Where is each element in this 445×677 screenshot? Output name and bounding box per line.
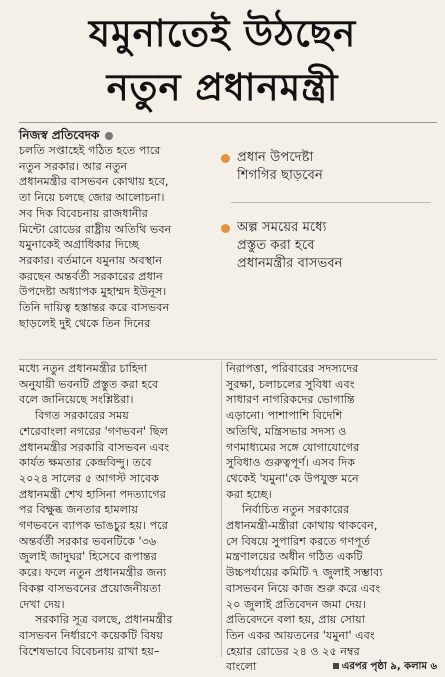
text-line: সুবিধাও গুরুত্বপূর্ণ। এসব দিক [226,456,356,470]
square-bullet-icon [333,663,339,669]
pullquote-line: প্রধানমন্ত্রীর বাসভবন [237,256,343,271]
text-line: বাসভবন নির্ধারণে কয়েকটি বিষয় [19,628,163,642]
article-column-right [226,361,437,675]
text-line: করে। ফলে নতুন প্রধানমন্ত্রীর জন্য [19,566,167,580]
text-line: সুরক্ষা, চলাচলের সুবিধা এবং [226,377,355,391]
text-line: নিরাপত্তা, পরিবারের সদস্যদের [226,362,359,375]
pullquote-box [221,139,437,339]
text-line: গণভবনে ব্যাপক ভাঙচুর হয়। পরে [19,519,168,533]
pullquote-1 [237,149,323,185]
text-line: বিশেষভাবে বিবেচনায় রাখা হয়– [19,644,160,658]
text-line: বাসভবন নিয়ে কাজ শুরু করে এবং [226,581,381,595]
text-line: যমুনাকেই অগ্রাধিকার দিচ্ছে [19,238,140,252]
byline [19,128,113,143]
text-line: তা নিয়ে চলছে জোর আলোচনা। [19,191,165,205]
text-line: বলে জানিয়েছে সংশ্লিষ্টরা। [19,393,134,407]
pullquote-line: প্রধান উপদেষ্টা [237,150,314,165]
text-line: করছেন অন্তর্বর্তী সরকারের প্রধান [19,269,163,283]
text-line: সরকারি সূত্র বলছে, প্রধানমন্ত্রীর [35,613,173,627]
text-line: সে বিষয়ে সুপারিশ করতে গণপূর্ত [226,534,370,548]
headline-line-1: যমুনাতেই উঠছেন [88,11,357,55]
text-line: থেকেই 'যমুনা'কে উপযুক্ত মনে [226,471,359,485]
text-line: সরকার। বর্তমানে যমুনায় অবস্থান [19,253,163,267]
pullquote-divider [231,202,431,203]
pullquote-bullet-icon [221,154,230,163]
text-line: উপদেষ্টা অধ্যাপক মুহাম্মদ ইউনূস। [19,285,167,299]
text-line: তিনি দায়িত্ব হস্তান্তর করে বাসভবন [19,301,170,315]
text-line: প্রধানমন্ত্রী শেখ হাসিনা পদত্যাগের [19,487,166,501]
byline-bullet-icon [105,132,113,140]
text-line: করা হচ্ছে। [226,487,272,501]
text-line: প্রধানমন্ত্রীর সরকারি বাসভবন এবং [19,440,170,454]
column-divider [221,361,222,657]
text-line: গণমাধ্যমের সঙ্গে যোগাযোগের [226,440,360,454]
text-line: ২০ জুলাই প্রতিবেদন জমা দেয়। [226,597,366,611]
pullquote-line: প্রস্তুত করা হবে [237,238,315,253]
text-line: তিন একর আয়তনের 'যমুনা' এবং [226,628,375,642]
text-line: চলতি সপ্তাহেই গঠিত হতে পারে [19,144,161,157]
headline-rule [19,122,437,123]
text-line: বাংলো এরপর পৃষ্ঠা ৯, কলাম ৬ [226,660,437,674]
text-line: কার্যত ক্ষমতার কেন্দ্রবিন্দু। তবে [19,456,152,470]
text-line: অতিথি, মন্ত্রিসভার সদস্য ও [226,424,347,438]
article-column-left [19,361,217,659]
text-line: এড়ানো। পাশাপাশি বিদেশি [226,409,343,423]
pullquote-line: শিগগির ছাড়বেন [237,168,323,183]
text-line: অনুযায়ী ভবনটি প্রস্তুত করা হবে [19,377,159,391]
text-line: দেখা দেয়। [19,597,65,611]
pullquote-2 [237,219,343,273]
text-line: ২০২৪ সালের ৫ আগস্ট সাবেক [19,471,159,485]
byline-text: নিজস্ব প্রতিবেদক [19,128,100,142]
text-line: বিকল্প বাসভবনের প্রয়োজনীয়তা [19,581,161,595]
section-divider [19,359,437,360]
text-line: নির্বাচিত নতুন সরকারের [242,503,350,517]
text-line: বিগত সরকারের সময় [35,409,129,423]
text-line: পর বিক্ষুব্ধ জনতার হামলায় [19,503,138,517]
text-line: উচ্চপর্যায়ের কমিটি ৭ জুলাই সম্ভাব্য [226,566,383,580]
text-line: অন্তর্বর্তী সরকার ভবনটিকে '৩৬ [19,534,157,548]
text-line: ছাড়লেই দুই থেকে তিন দিনের [19,316,151,330]
text-line: সব দিক বিবেচনায় রাজধানীর [19,206,148,220]
text-line: হেয়ার রোডের ২৪ ও ২৫ নম্বর [226,644,360,658]
continuation-note [333,659,437,675]
text-line: নতুন সরকার। আর নতুন [19,159,128,173]
article-column-top-left [19,143,217,331]
headline [0,0,445,122]
text-line: সাধারণ নাগরিকদের ভোগান্তি [226,393,355,407]
pullquote-line: অল্প সময়ের মধ্যে [237,220,327,235]
text-line: প্রধানমন্ত্রীর বাসভবন কোথায় হবে, [19,175,169,189]
text-line: শেরেবাংলা নগরের 'গণভবন' ছিল [19,424,168,438]
text-line: প্রধানমন্ত্রী-মন্ত্রীরা কোথায় থাকবেন, [226,519,378,533]
text-line: মন্ত্রণালয়ের অধীন গঠিত একটি [226,550,363,564]
continuation-text: এরপর পৃষ্ঠা ৯, কলাম ৬ [341,661,437,673]
text-line: মিন্টো রোডের রাষ্ট্রীয় অতিথি ভবন [19,222,172,236]
text-line: মধ্যে নতুন প্রধানমন্ত্রীর চাহিদা [19,362,147,375]
headline-line-2: নতুন প্রধানমন্ত্রী [106,65,339,109]
pullquote-bullet-icon [221,224,230,233]
text-line: প্রতিবেদনে বলা হয়, প্রায় সোয়া [226,613,365,627]
text-line: জুলাই জাদুঘর' হিসেবে রূপান্তর [19,550,157,564]
